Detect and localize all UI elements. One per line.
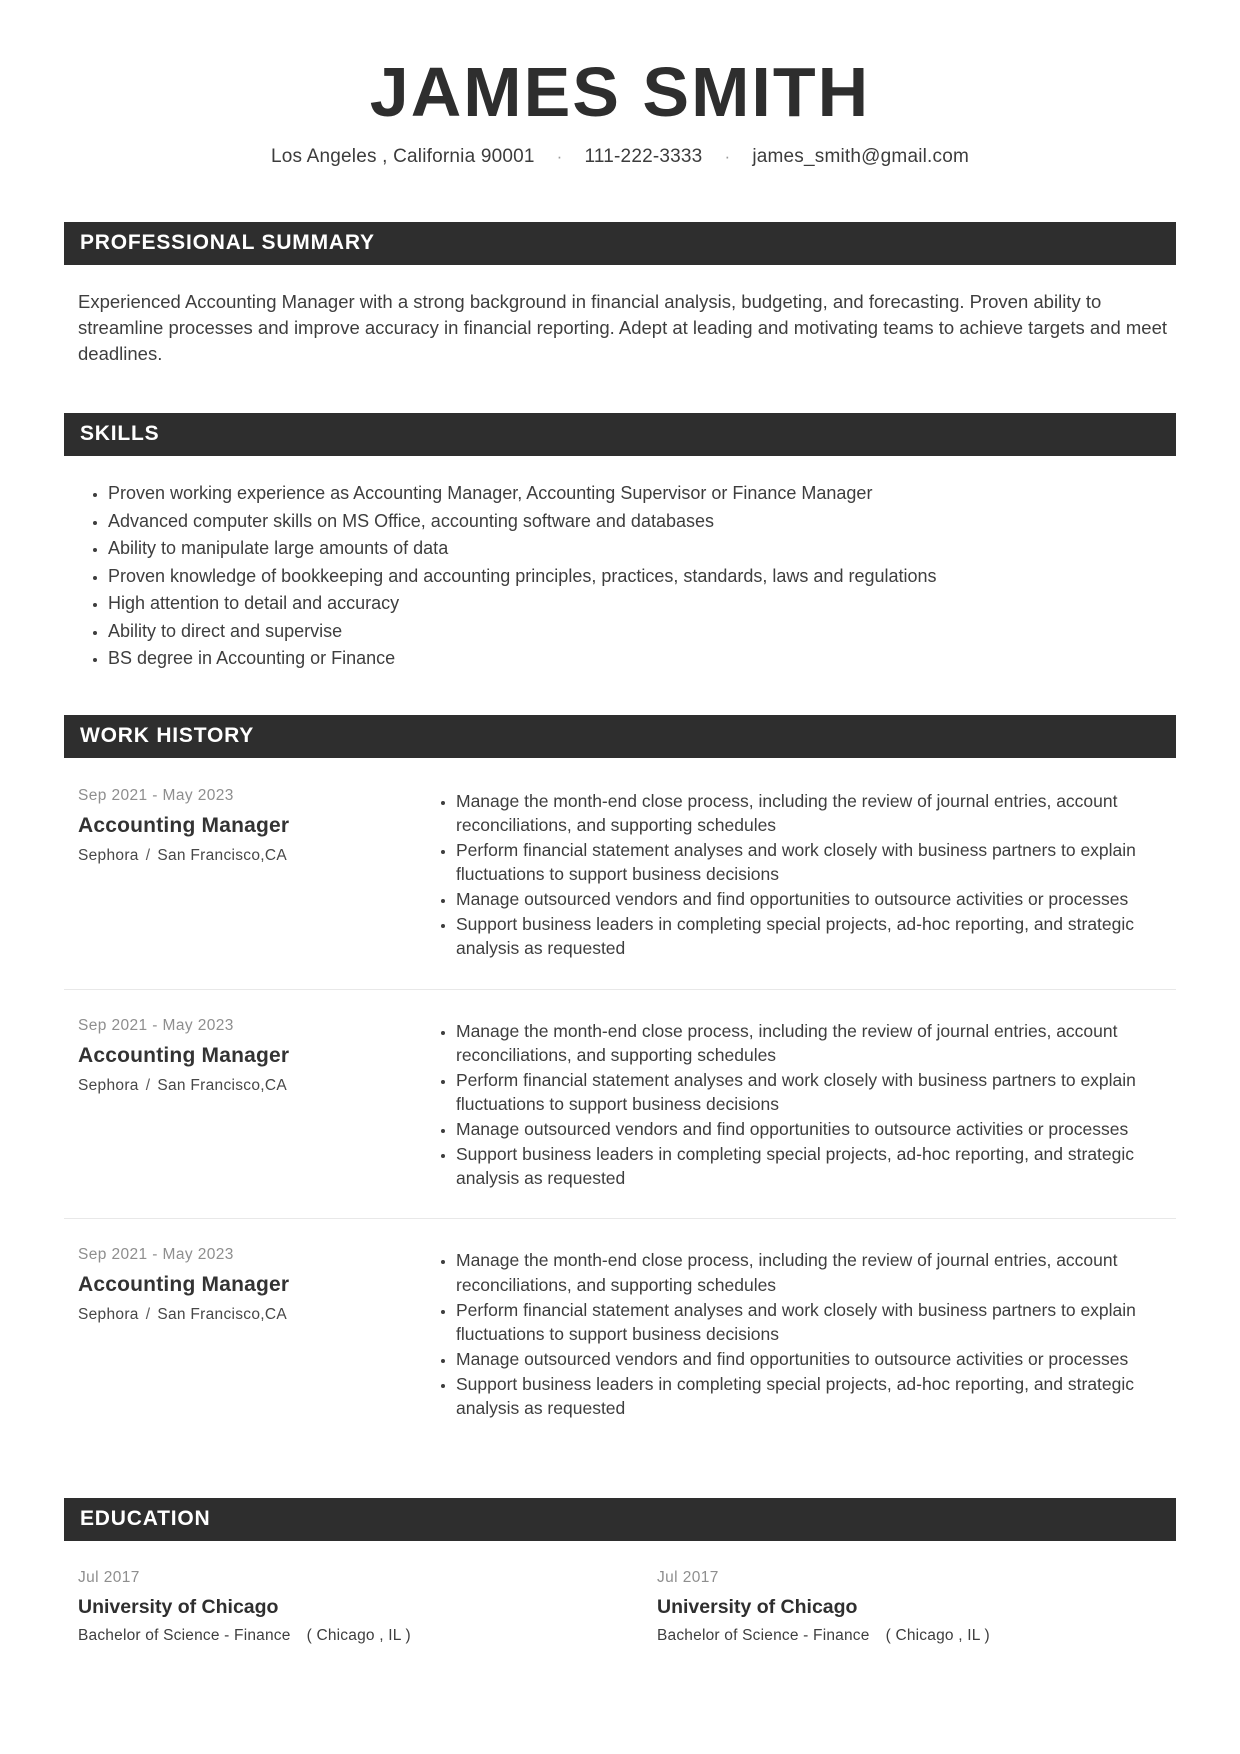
skill-item: • Proven knowledge of bookkeeping and accounting principles, practices, standards, laws and regulations bbox=[108, 565, 1176, 588]
education-location: ( Chicago , IL ) bbox=[885, 1627, 990, 1645]
job-bullet-list bbox=[434, 789, 1176, 962]
education-school: University of Chicago bbox=[657, 1596, 858, 1619]
company-location-separator: / bbox=[145, 1076, 151, 1094]
skill-item: • Ability to manipulate large amounts of data bbox=[108, 537, 1176, 560]
section-header-work-history: WORK HISTORY bbox=[64, 715, 1176, 758]
contact-separator-icon: · bbox=[556, 146, 563, 166]
job-bullet: • Support business leaders in completing special projects, ad-hoc reporting, and strategic analysis as requested bbox=[456, 1372, 1176, 1420]
education-entry bbox=[78, 1569, 597, 1645]
job-bullet: • Perform financial statement analyses and work closely with business partners to explain fluctuations to support business decisions bbox=[456, 1068, 1176, 1116]
company-location-separator: / bbox=[145, 846, 151, 864]
job-location: San Francisco,CA bbox=[157, 1076, 288, 1094]
job-bullet-list bbox=[434, 1248, 1176, 1421]
job-bullet: • Manage outsourced vendors and find opportunities to outsource activities or processes bbox=[456, 887, 1176, 911]
job-title: Accounting Manager bbox=[78, 1273, 290, 1297]
skill-item: • Proven working experience as Accounting Manager, Accounting Supervisor or Finance Manager bbox=[108, 482, 1176, 505]
job-bullet: • Manage outsourced vendors and find opportunities to outsource activities or processes bbox=[456, 1117, 1176, 1141]
job-bullet: • Manage the month-end close process, including the review of journal entries, account reconciliations, and supporting schedules bbox=[456, 789, 1176, 837]
job-entry bbox=[64, 989, 1176, 1219]
section-professional-summary bbox=[64, 222, 1176, 368]
job-entry bbox=[64, 1218, 1176, 1448]
section-skills bbox=[64, 413, 1176, 670]
education-entry bbox=[657, 1569, 1176, 1645]
job-company-line bbox=[78, 1077, 410, 1095]
section-header-education: EDUCATION bbox=[64, 1498, 1176, 1541]
job-bullet-list bbox=[434, 1019, 1176, 1192]
skill-item: • BS degree in Accounting or Finance bbox=[108, 647, 1176, 670]
education-degree-line bbox=[78, 1627, 597, 1645]
job-location: San Francisco,CA bbox=[157, 846, 288, 864]
skill-item: • Advanced computer skills on MS Office, accounting software and databases bbox=[108, 510, 1176, 533]
job-bullet: • Manage outsourced vendors and find opportunities to outsource activities or processes bbox=[456, 1347, 1176, 1371]
section-header-professional-summary: PROFESSIONAL SUMMARY bbox=[64, 222, 1176, 265]
company-location-separator: / bbox=[145, 1306, 151, 1324]
job-company: Sephora bbox=[78, 1306, 139, 1324]
education-dates: Jul 2017 bbox=[657, 1569, 719, 1587]
job-bullet: • Manage the month-end close process, including the review of journal entries, account reconciliations, and supporting schedules bbox=[456, 1019, 1176, 1067]
education-degree-line bbox=[657, 1627, 1176, 1645]
job-list bbox=[64, 760, 1176, 1449]
job-meta bbox=[78, 1246, 410, 1421]
job-bullet: • Perform financial statement analyses and work closely with business partners to explain fluctuations to support business decisions bbox=[456, 1298, 1176, 1346]
section-work-history bbox=[64, 715, 1176, 1449]
job-bullet: • Support business leaders in completing special projects, ad-hoc reporting, and strategic analysis as requested bbox=[456, 1142, 1176, 1190]
job-meta bbox=[78, 1017, 410, 1192]
job-company: Sephora bbox=[78, 846, 139, 864]
contact-email: james_smith@gmail.com bbox=[752, 145, 970, 167]
education-school: University of Chicago bbox=[78, 1596, 279, 1619]
job-dates: Sep 2021 - May 2023 bbox=[78, 1246, 234, 1264]
job-dates: Sep 2021 - May 2023 bbox=[78, 1016, 234, 1034]
contact-location: Los Angeles , California 90001 bbox=[270, 145, 535, 167]
education-list bbox=[78, 1569, 1176, 1645]
job-title: Accounting Manager bbox=[78, 1043, 290, 1067]
job-title: Accounting Manager bbox=[78, 813, 290, 837]
job-entry bbox=[64, 760, 1176, 989]
section-education bbox=[64, 1498, 1176, 1645]
skill-item: • High attention to detail and accuracy bbox=[108, 592, 1176, 615]
contact-separator-icon: · bbox=[724, 146, 731, 166]
job-company-line bbox=[78, 1306, 410, 1324]
education-degree: Bachelor of Science - Finance bbox=[78, 1627, 291, 1645]
resume-header bbox=[64, 53, 1176, 168]
education-dates: Jul 2017 bbox=[78, 1569, 140, 1587]
candidate-name: JAMES SMITH bbox=[369, 53, 871, 131]
contact-line bbox=[64, 146, 1176, 168]
section-header-skills: SKILLS bbox=[64, 413, 1176, 456]
skills-list bbox=[64, 482, 1176, 670]
job-company-line bbox=[78, 847, 410, 865]
job-meta bbox=[78, 787, 410, 962]
education-location: ( Chicago , IL ) bbox=[306, 1627, 411, 1645]
education-degree: Bachelor of Science - Finance bbox=[657, 1627, 870, 1645]
summary-text: Experienced Accounting Manager with a strong background in financial analysis, budgeting, and forecasting. Proven ability to streamline processes and improve accuracy in financial reporting. Adept at leading and motivating teams to achieve targets and meet deadlines. bbox=[78, 290, 1168, 365]
skill-item: • Ability to direct and supervise bbox=[108, 620, 1176, 643]
job-bullet: • Perform financial statement analyses and work closely with business partners to explain fluctuations to support business decisions bbox=[456, 838, 1176, 886]
job-location: San Francisco,CA bbox=[157, 1306, 288, 1324]
job-company: Sephora bbox=[78, 1076, 139, 1094]
contact-phone: 111-222-3333 bbox=[584, 145, 703, 167]
job-bullet: • Support business leaders in completing special projects, ad-hoc reporting, and strategic analysis as requested bbox=[456, 912, 1176, 960]
job-dates: Sep 2021 - May 2023 bbox=[78, 786, 234, 804]
job-bullet: • Manage the month-end close process, including the review of journal entries, account reconciliations, and supporting schedules bbox=[456, 1248, 1176, 1296]
